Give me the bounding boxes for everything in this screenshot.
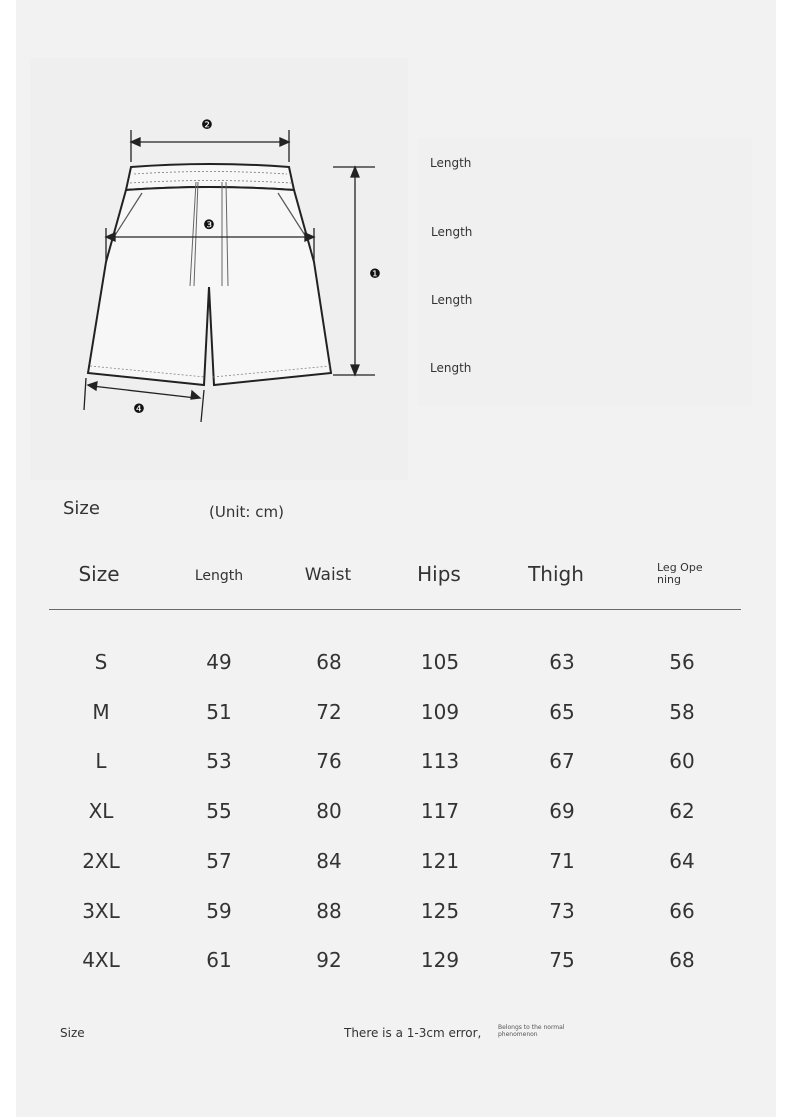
- cell-leg-opening: 58: [669, 699, 695, 724]
- cell-size: XL: [88, 799, 114, 824]
- cell-thigh: 65: [549, 699, 575, 724]
- cell-hips: 117: [420, 799, 460, 824]
- cell-size: S: [94, 650, 108, 674]
- legend-item-1: Length: [430, 156, 472, 170]
- cell-length: 59: [206, 898, 232, 923]
- cell-size: 3XL: [82, 898, 120, 923]
- cell-waist: 88: [316, 898, 342, 923]
- cell-leg-opening: 66: [669, 898, 695, 923]
- header-divider: [49, 609, 741, 610]
- cell-waist: 76: [316, 749, 342, 774]
- marker-length: ❶: [369, 267, 381, 282]
- size-chart-title: Size: [63, 498, 100, 519]
- cell-leg-opening: 62: [669, 799, 695, 824]
- cell-thigh: 67: [549, 749, 575, 774]
- legend-item-2: Length: [431, 225, 473, 239]
- cell-hips: 129: [420, 948, 460, 973]
- cell-thigh: 75: [549, 948, 575, 973]
- cell-length: 61: [206, 948, 232, 973]
- cell-size: 4XL: [82, 948, 120, 973]
- cell-size: M: [92, 699, 110, 724]
- cell-waist: 84: [316, 848, 342, 873]
- cell-thigh: 71: [549, 848, 575, 873]
- cell-length: 53: [206, 749, 232, 774]
- cell-leg-opening: 60: [669, 749, 695, 774]
- column-header-waist: Waist: [304, 565, 352, 585]
- cell-hips: 121: [420, 848, 460, 873]
- column-header-size: Size: [78, 562, 120, 586]
- cell-hips: 125: [420, 898, 460, 923]
- cell-thigh: 63: [549, 650, 575, 674]
- column-header-length: Length: [194, 568, 244, 584]
- marker-waist: ❷: [201, 118, 213, 133]
- legend-item-3: Length: [431, 293, 473, 307]
- cell-length: 49: [206, 650, 232, 674]
- marker-leg-opening: ❹: [133, 402, 145, 417]
- cell-hips: 109: [420, 699, 460, 724]
- column-header-hips: Hips: [417, 562, 461, 586]
- shorts-diagram: [0, 0, 790, 480]
- column-header-leg-opening: Leg Ope ning: [657, 561, 703, 586]
- marker-hips: ❸: [203, 218, 215, 233]
- cell-hips: 105: [420, 650, 460, 674]
- cell-waist: 68: [316, 650, 342, 674]
- cell-thigh: 69: [549, 799, 575, 824]
- cell-length: 55: [206, 799, 232, 824]
- cell-waist: 72: [316, 699, 342, 724]
- cell-leg-opening: 64: [669, 848, 695, 873]
- cell-leg-opening: 56: [669, 650, 695, 674]
- cell-waist: 92: [316, 948, 342, 973]
- footer-small-note: Belongs to the normal phenomenon: [498, 1024, 565, 1038]
- cell-hips: 113: [420, 749, 460, 774]
- cell-leg-opening: 68: [669, 948, 695, 973]
- cell-size: L: [95, 749, 107, 774]
- cell-size: 2XL: [82, 848, 120, 873]
- column-header-thigh: Thigh: [528, 562, 584, 586]
- waist-measure-line: [131, 130, 289, 162]
- legend-item-4: Length: [430, 361, 472, 375]
- footer-size-label: Size: [60, 1026, 85, 1040]
- cell-waist: 80: [316, 799, 342, 824]
- cell-thigh: 73: [549, 898, 575, 923]
- footer-error-note: There is a 1-3cm error,: [344, 1026, 482, 1040]
- unit-label: (Unit: cm): [209, 503, 284, 521]
- shorts-body-shape: [88, 187, 331, 385]
- cell-length: 51: [206, 699, 232, 724]
- cell-length: 57: [206, 848, 232, 873]
